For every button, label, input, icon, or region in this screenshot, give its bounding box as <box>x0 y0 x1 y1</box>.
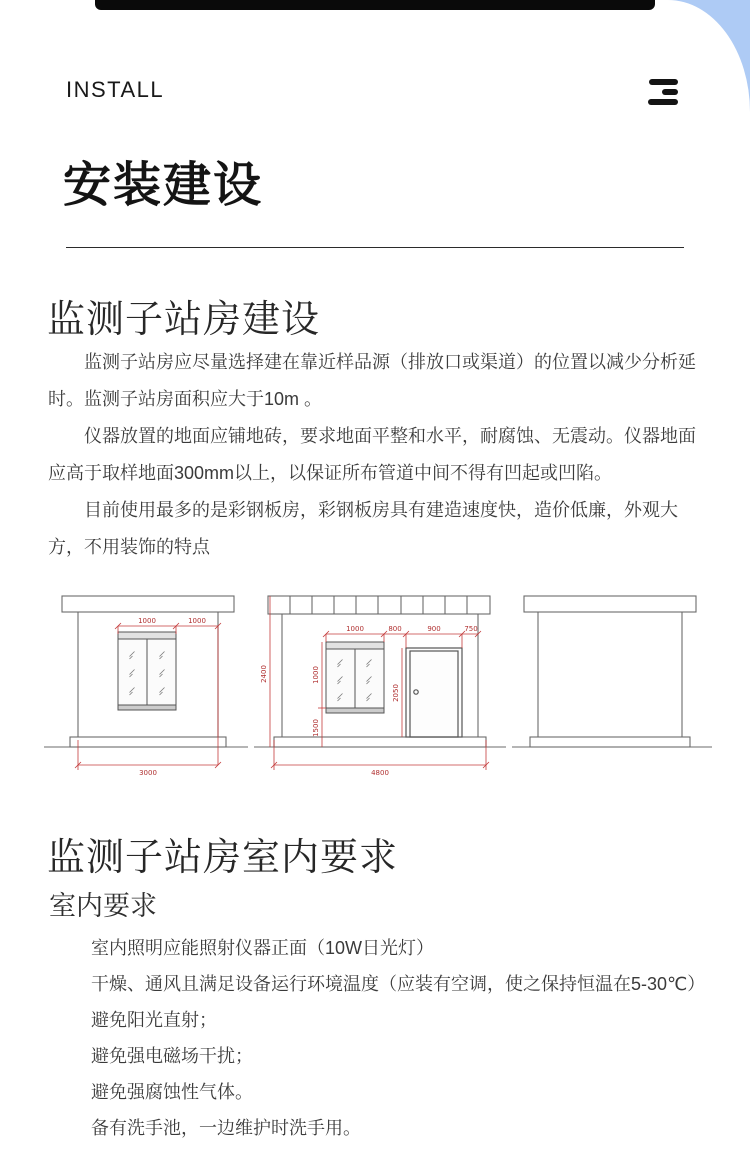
menu-bar-bottom <box>648 99 678 105</box>
dim-middle-height: 2400 <box>260 665 268 683</box>
left-elevation-drawing <box>44 596 248 777</box>
section-heading-indoor: 监测子站房室内要求 <box>47 837 399 879</box>
dim-left-window-width: 1000 <box>138 617 156 625</box>
construction-paragraphs <box>48 344 698 566</box>
middle-window <box>326 642 384 713</box>
menu-icon[interactable] <box>647 79 681 106</box>
list-item-corrosive-gas: 避免强腐蚀性气体。 <box>91 1082 253 1102</box>
section-heading-construction: 监测子站房建设 <box>47 299 321 341</box>
menu-bar-top <box>649 79 678 85</box>
list-item-lighting: 室内照明应能照射仪器正面（10W日光灯） <box>91 938 435 958</box>
left-window <box>118 632 176 710</box>
paragraph-panel-house: 目前使用最多的是彩钢板房，彩钢板房具有建造速度快，造价低廉，外观大方，不用装饰的特点 <box>48 500 678 557</box>
dim-middle-right-gap: 750 <box>464 625 478 633</box>
dim-middle-window-height: 1000 <box>312 666 320 684</box>
dim-middle-below-window: 1500 <box>312 719 320 737</box>
brand-label: INSTALL <box>66 77 165 102</box>
dim-middle-gap: 800 <box>388 625 402 633</box>
middle-elevation-drawing <box>254 596 506 777</box>
substation-elevation-svg <box>42 582 712 782</box>
menu-bar-middle <box>662 89 678 95</box>
list-item-sunlight: 避免阳光直射； <box>91 1010 217 1030</box>
list-item-temperature: 干燥、通风且满足设备运行环境温度（应装有空调，使之保持恒温在5-30℃） <box>91 974 706 994</box>
dim-middle-total-width: 4800 <box>371 769 389 777</box>
dim-left-right-gap: 1000 <box>188 617 206 625</box>
page-title: 安装建设 <box>63 159 264 212</box>
list-item-electromagnetic: 避免强电磁场干扰； <box>91 1046 253 1066</box>
dim-middle-door-width: 900 <box>427 625 441 633</box>
paragraph-floor: 仪器放置的地面应铺地砖，要求地面平整和水平，耐腐蚀、无震动。仪器地面应高于取样地面300mm以上，以保证所布管道中间不得有凹起或凹陷。 <box>48 426 696 483</box>
requirements-list <box>91 930 705 1146</box>
elevation-drawings <box>42 582 712 782</box>
subheading-indoor: 室内要求 <box>49 891 157 921</box>
list-item-sink: 备有洗手池，一边维护时洗手用。 <box>91 1118 361 1138</box>
dim-left-total-width: 3000 <box>139 769 157 777</box>
right-elevation-drawing <box>512 596 712 747</box>
dim-middle-door-height: 2050 <box>392 684 400 702</box>
middle-door <box>406 648 462 737</box>
paragraph-location: 监测子站房应尽量选择建在靠近样品源（排放口或渠道）的位置以减少分析延时。监测子站房面积应大于10m 。 <box>48 352 696 409</box>
top-notch-bar <box>95 0 655 10</box>
title-divider <box>66 247 684 248</box>
dim-middle-window-width: 1000 <box>346 625 364 633</box>
